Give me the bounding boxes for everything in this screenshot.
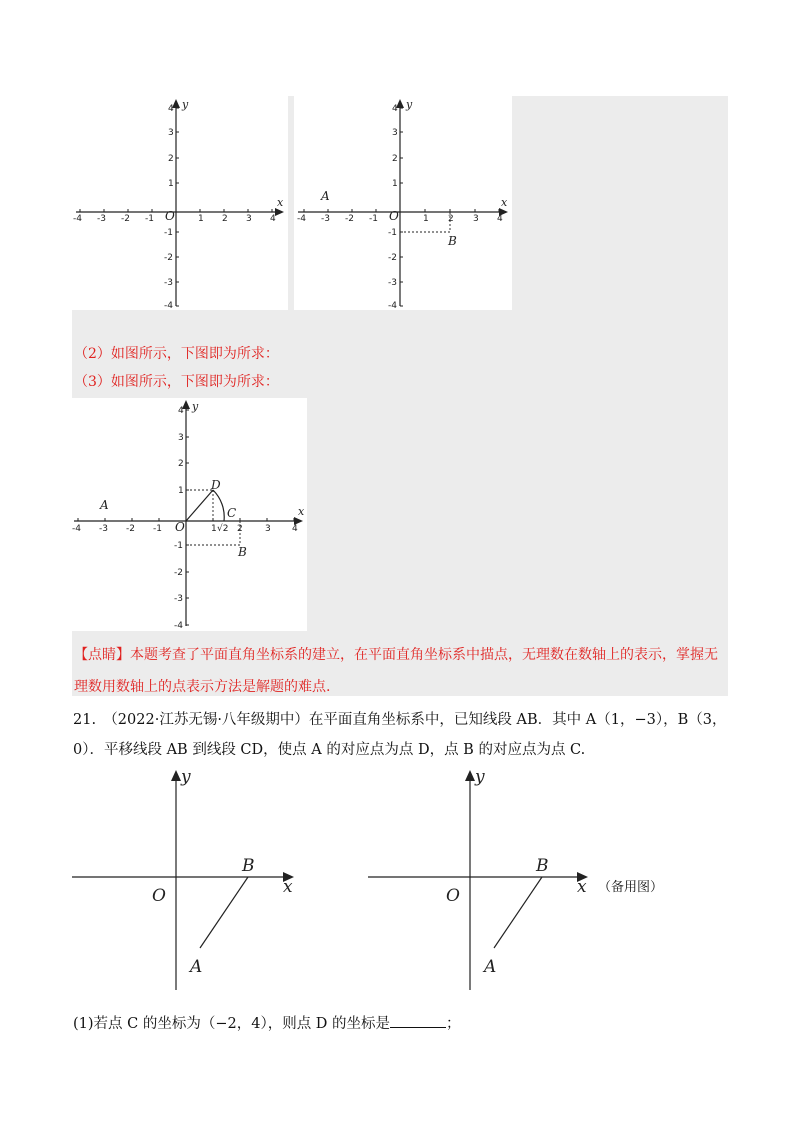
subquestion-text: (1)若点 C 的坐标为（−2，4），则点 D 的坐标是 [73, 1016, 391, 1032]
x-axis-label: x [501, 196, 508, 209]
coordinate-grid-2 [294, 96, 512, 310]
x-tick-label: -2 [121, 214, 130, 224]
point-d-label: D [211, 478, 221, 492]
question-line-1: 21. （2022·江苏无锡·八年级期中）在平面直角坐标系中，已知线段 AB．其中 A（1，−3），B（3， [73, 712, 727, 728]
segment-ab [200, 877, 248, 948]
point-b-label: B [536, 856, 549, 876]
y-tick-label: 4 [168, 104, 174, 114]
point-c-label: C [227, 506, 237, 520]
y-tick-label: -4 [388, 301, 397, 311]
y-tick-label: -3 [388, 278, 397, 288]
x-tick-label: 3 [265, 524, 271, 534]
point-a-label: A [484, 957, 497, 977]
x-tick-label: 1 [198, 214, 204, 224]
y-tick-label: 2 [392, 154, 398, 164]
y-tick-label: 2 [178, 459, 184, 469]
y-tick-label: 3 [178, 433, 184, 443]
x-tick-label: 1 [211, 524, 217, 534]
segment-ab [494, 877, 542, 948]
question-line-2: 0）．平移线段 AB 到线段 CD，使点 A 的对应点为点 D，点 B 的对应点为点 C. [73, 742, 586, 758]
x-axis-label: x [298, 505, 305, 518]
y-tick-label: -4 [164, 301, 173, 311]
x-axis-label: x [283, 877, 293, 897]
answer-blank[interactable] [390, 1013, 446, 1028]
x-tick-label: 2 [222, 214, 228, 224]
y-tick-label: 3 [392, 128, 398, 138]
x-tick-label: -4 [72, 524, 81, 534]
answer-line-3: （3）如图所示，下图即为所求： [74, 374, 279, 390]
x-tick-label: -1 [153, 524, 162, 534]
answer-line-2: （2）如图所示，下图即为所求： [74, 346, 279, 362]
comment-line-1: 【点睛】本题考查了平面直角坐标系的建立，在平面直角坐标系中描点，无理数在数轴上的表示，掌握无 [74, 647, 718, 663]
y-tick-label: -4 [174, 621, 183, 631]
origin-label: O [165, 209, 175, 223]
x-tick-label: 4 [270, 214, 276, 224]
figure-left [70, 760, 300, 990]
y-tick-label: -2 [164, 253, 173, 263]
x-tick-label: -1 [145, 214, 154, 224]
y-tick-label: 1 [168, 179, 174, 189]
x-tick-label: 4 [292, 524, 298, 534]
x-tick-label: -4 [73, 214, 82, 224]
x-tick-label: -3 [97, 214, 106, 224]
y-tick-label: 1 [392, 179, 398, 189]
x-tick-label: -3 [321, 214, 330, 224]
arc-dc [213, 490, 224, 521]
y-tick-label: -3 [164, 278, 173, 288]
y-axis-label: y [181, 767, 191, 787]
x-tick-label: 4 [497, 214, 503, 224]
x-tick-label: -1 [369, 214, 378, 224]
point-a-label: A [321, 189, 330, 203]
y-ticks-1 [164, 104, 179, 311]
point-a-label: A [100, 498, 109, 512]
graph-panel-1 [72, 96, 288, 310]
y-tick-label: -2 [174, 568, 183, 578]
x-axis-label: x [577, 877, 587, 897]
graph-panel-3 [72, 398, 307, 631]
y-tick-label: -1 [164, 228, 173, 238]
point-b-label: B [238, 545, 247, 559]
graph-panel-2 [294, 96, 512, 310]
x-tick-label: -4 [297, 214, 306, 224]
x-axis-label: x [277, 196, 284, 209]
y-axis-label: y [475, 767, 485, 787]
x-tick-label: -3 [99, 524, 108, 534]
point-b-label: B [242, 856, 255, 876]
x-tick-label: -2 [126, 524, 135, 534]
coordinate-grid-3 [72, 398, 307, 631]
coordinate-grid-1 [72, 96, 288, 310]
y-tick-label: 4 [392, 104, 398, 114]
x-tick-label: 2 [237, 524, 243, 534]
segment-od [186, 490, 213, 521]
subquestion-1 [73, 1012, 461, 1033]
x-tick-label: 2 [448, 214, 454, 224]
y-tick-label: -2 [388, 253, 397, 263]
point-b-label: B [448, 234, 457, 248]
origin-label: O [446, 886, 460, 906]
figure-right [366, 760, 596, 990]
y-tick-label: 3 [168, 128, 174, 138]
y-tick-label: -1 [388, 228, 397, 238]
y-axis-label: y [182, 98, 189, 111]
backup-figure-note: （备用图） [598, 880, 664, 895]
x-tick-label: 1 [423, 214, 429, 224]
point-a-label: A [190, 957, 203, 977]
x-tick-label: 3 [473, 214, 479, 224]
y-axis-label: y [406, 98, 413, 111]
y-axis-label: y [192, 400, 199, 413]
origin-label: O [175, 520, 185, 534]
sqrt2-label: √2 [217, 524, 229, 534]
origin-label: O [389, 209, 399, 223]
subquestion-end: ； [446, 1016, 461, 1032]
origin-label: O [152, 886, 166, 906]
y-tick-label: -3 [174, 594, 183, 604]
y-tick-label: -1 [174, 541, 183, 551]
y-tick-label: 2 [168, 154, 174, 164]
x-tick-label: -2 [345, 214, 354, 224]
y-tick-label: 1 [178, 486, 184, 496]
y-tick-label: 4 [178, 406, 184, 416]
y-ticks-2 [388, 104, 403, 311]
x-tick-label: 3 [246, 214, 252, 224]
y-ticks-3 [174, 406, 189, 631]
comment-line-2: 理数用数轴上的点表示方法是解题的难点. [74, 679, 331, 695]
